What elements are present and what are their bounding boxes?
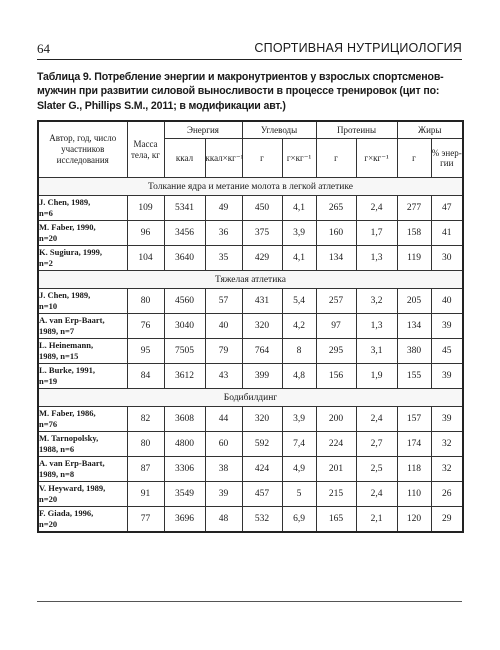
table-row [38, 289, 463, 314]
section-row [38, 389, 463, 407]
table-row [38, 432, 463, 457]
value-cell: 7,4 [282, 432, 316, 457]
value-cell: 38 [205, 457, 242, 482]
author-cell [38, 221, 127, 246]
author-cell [38, 457, 127, 482]
header-rule [37, 59, 462, 60]
value-cell: 7505 [164, 339, 205, 364]
value-cell: 1,3 [356, 314, 397, 339]
value-cell: 157 [397, 407, 431, 432]
table-row [38, 196, 463, 221]
value-cell: 47 [431, 196, 463, 221]
value-cell: 380 [397, 339, 431, 364]
value-cell: 26 [431, 482, 463, 507]
author-line: 1988, n=6 [39, 444, 75, 454]
value-cell: 429 [242, 246, 282, 271]
value-cell: 3608 [164, 407, 205, 432]
value-cell: 6,9 [282, 507, 316, 533]
value-cell: 36 [205, 221, 242, 246]
value-cell: 44 [205, 407, 242, 432]
value-cell: 80 [127, 432, 164, 457]
header-unit: ккал×кг⁻¹ [205, 139, 242, 178]
header-author: Автор, год, число участников исследования [38, 121, 127, 178]
value-cell: 2,4 [356, 482, 397, 507]
value-cell: 2,7 [356, 432, 397, 457]
header-group-protein: Протеины [316, 121, 397, 139]
header-unit: ккал [164, 139, 205, 178]
header-group-carbs: Углеводы [242, 121, 316, 139]
table-row [38, 407, 463, 432]
table-row [38, 457, 463, 482]
value-cell: 320 [242, 407, 282, 432]
author-line: J. Chen, 1989, [39, 290, 91, 300]
table-row [38, 246, 463, 271]
value-cell: 120 [397, 507, 431, 533]
author-line: F. Giada, 1996, [39, 508, 94, 518]
value-cell: 3040 [164, 314, 205, 339]
value-cell: 257 [316, 289, 356, 314]
value-cell: 3696 [164, 507, 205, 533]
value-cell: 5341 [164, 196, 205, 221]
section-title: Толкание ядра и метание молота в легкой атлетике [38, 178, 463, 196]
header-group-fat: Жиры [397, 121, 463, 139]
value-cell: 57 [205, 289, 242, 314]
value-cell: 43 [205, 364, 242, 389]
author-line: L. Heinemann, [39, 340, 94, 350]
value-cell: 457 [242, 482, 282, 507]
value-cell: 1,7 [356, 221, 397, 246]
author-line: n=76 [39, 419, 58, 429]
nutrient-table [37, 120, 464, 533]
value-cell: 265 [316, 196, 356, 221]
author-line: M. Tarnopolsky, [39, 433, 99, 443]
value-cell: 1,3 [356, 246, 397, 271]
value-cell: 87 [127, 457, 164, 482]
author-cell [38, 364, 127, 389]
header-unit: г×кг⁻¹ [282, 139, 316, 178]
value-cell: 4,1 [282, 196, 316, 221]
value-cell: 3612 [164, 364, 205, 389]
value-cell: 450 [242, 196, 282, 221]
value-cell: 4,8 [282, 364, 316, 389]
author-cell [38, 507, 127, 533]
author-line: n=19 [39, 376, 58, 386]
table-caption-text: Потребление энергии и макронутриентов у взрослых спортсменов-мужчин при развитии силовой выносливости в процессе тренировок (цит по: Slater G., Phillips S.M., 2011; в модификации авт.) [37, 71, 444, 112]
value-cell: 2,5 [356, 457, 397, 482]
table-row [38, 221, 463, 246]
value-cell: 4800 [164, 432, 205, 457]
table-row [38, 314, 463, 339]
value-cell: 29 [431, 507, 463, 533]
author-line: 1989, n=8 [39, 469, 75, 479]
value-cell: 8 [282, 339, 316, 364]
value-cell: 205 [397, 289, 431, 314]
author-line: 1989, n=7 [39, 326, 75, 336]
author-line: J. Chen, 1989, [39, 197, 91, 207]
value-cell: 424 [242, 457, 282, 482]
value-cell: 3640 [164, 246, 205, 271]
running-title: СПОРТИВНАЯ НУТРИЦИОЛОГИЯ [254, 41, 462, 55]
value-cell: 91 [127, 482, 164, 507]
author-line: n=20 [39, 233, 58, 243]
page-header [37, 41, 462, 57]
value-cell: 134 [316, 246, 356, 271]
value-cell: 592 [242, 432, 282, 457]
value-cell: 118 [397, 457, 431, 482]
value-cell: 39 [431, 364, 463, 389]
value-cell: 77 [127, 507, 164, 533]
value-cell: 174 [397, 432, 431, 457]
value-cell: 35 [205, 246, 242, 271]
section-title: Тяжелая атлетика [38, 271, 463, 289]
value-cell: 2,4 [356, 196, 397, 221]
value-cell: 30 [431, 246, 463, 271]
header-unit: г [242, 139, 282, 178]
author-line: M. Faber, 1990, [39, 222, 96, 232]
value-cell: 532 [242, 507, 282, 533]
footer-rule [37, 601, 462, 602]
value-cell: 39 [431, 314, 463, 339]
value-cell: 165 [316, 507, 356, 533]
author-cell [38, 196, 127, 221]
value-cell: 40 [431, 289, 463, 314]
section-title: Бодибилдинг [38, 389, 463, 407]
value-cell: 40 [205, 314, 242, 339]
page-number: 64 [37, 41, 50, 56]
value-cell: 200 [316, 407, 356, 432]
header-unit: г [397, 139, 431, 178]
header-unit: г [316, 139, 356, 178]
value-cell: 160 [316, 221, 356, 246]
value-cell: 375 [242, 221, 282, 246]
value-cell: 84 [127, 364, 164, 389]
value-cell: 3549 [164, 482, 205, 507]
table-row [38, 339, 463, 364]
value-cell: 49 [205, 196, 242, 221]
value-cell: 320 [242, 314, 282, 339]
author-line: n=10 [39, 301, 58, 311]
header-unit: г×кг⁻¹ [356, 139, 397, 178]
value-cell: 215 [316, 482, 356, 507]
value-cell: 134 [397, 314, 431, 339]
header-mass: Масса тела, кг [127, 121, 164, 178]
value-cell: 80 [127, 289, 164, 314]
value-cell: 3456 [164, 221, 205, 246]
author-line: A. van Erp-Baart, [39, 458, 105, 468]
value-cell: 431 [242, 289, 282, 314]
value-cell: 2,1 [356, 507, 397, 533]
value-cell: 3,1 [356, 339, 397, 364]
value-cell: 201 [316, 457, 356, 482]
value-cell: 5,4 [282, 289, 316, 314]
value-cell: 224 [316, 432, 356, 457]
author-line: V. Heyward, 1989, [39, 483, 106, 493]
value-cell: 4,9 [282, 457, 316, 482]
value-cell: 155 [397, 364, 431, 389]
table-body [38, 178, 463, 533]
value-cell: 156 [316, 364, 356, 389]
table-row [38, 507, 463, 533]
author-cell [38, 482, 127, 507]
value-cell: 3306 [164, 457, 205, 482]
author-line: n=6 [39, 208, 53, 218]
value-cell: 79 [205, 339, 242, 364]
value-cell: 109 [127, 196, 164, 221]
value-cell: 158 [397, 221, 431, 246]
value-cell: 48 [205, 507, 242, 533]
value-cell: 3,2 [356, 289, 397, 314]
value-cell: 4560 [164, 289, 205, 314]
value-cell: 277 [397, 196, 431, 221]
table-caption [37, 70, 465, 113]
author-line: A. van Erp-Baart, [39, 315, 105, 325]
author-cell [38, 246, 127, 271]
section-row [38, 271, 463, 289]
author-line: n=20 [39, 494, 58, 504]
value-cell: 1,9 [356, 364, 397, 389]
value-cell: 764 [242, 339, 282, 364]
author-cell [38, 314, 127, 339]
value-cell: 4,1 [282, 246, 316, 271]
author-cell [38, 339, 127, 364]
author-line: n=20 [39, 519, 58, 529]
value-cell: 4,2 [282, 314, 316, 339]
author-cell [38, 289, 127, 314]
value-cell: 104 [127, 246, 164, 271]
table-caption-label: Таблица 9. [37, 71, 92, 83]
value-cell: 41 [431, 221, 463, 246]
value-cell: 97 [316, 314, 356, 339]
value-cell: 96 [127, 221, 164, 246]
author-cell [38, 407, 127, 432]
author-cell [38, 432, 127, 457]
value-cell: 76 [127, 314, 164, 339]
value-cell: 5 [282, 482, 316, 507]
author-line: n=2 [39, 258, 53, 268]
value-cell: 3,9 [282, 407, 316, 432]
author-line: 1989, n=15 [39, 351, 79, 361]
value-cell: 119 [397, 246, 431, 271]
value-cell: 95 [127, 339, 164, 364]
value-cell: 60 [205, 432, 242, 457]
value-cell: 32 [431, 457, 463, 482]
header-unit: % энер-гии [431, 139, 463, 178]
value-cell: 39 [431, 407, 463, 432]
value-cell: 82 [127, 407, 164, 432]
value-cell: 32 [431, 432, 463, 457]
header-group-energy: Энергия [164, 121, 242, 139]
value-cell: 45 [431, 339, 463, 364]
value-cell: 110 [397, 482, 431, 507]
author-line: L. Burke, 1991, [39, 365, 95, 375]
value-cell: 2,4 [356, 407, 397, 432]
table-row [38, 482, 463, 507]
header-row-groups [38, 121, 463, 139]
section-row [38, 178, 463, 196]
value-cell: 399 [242, 364, 282, 389]
value-cell: 3,9 [282, 221, 316, 246]
author-line: K. Sugiura, 1999, [39, 247, 103, 257]
author-line: M. Faber, 1986, [39, 408, 96, 418]
table-row [38, 364, 463, 389]
value-cell: 295 [316, 339, 356, 364]
value-cell: 39 [205, 482, 242, 507]
